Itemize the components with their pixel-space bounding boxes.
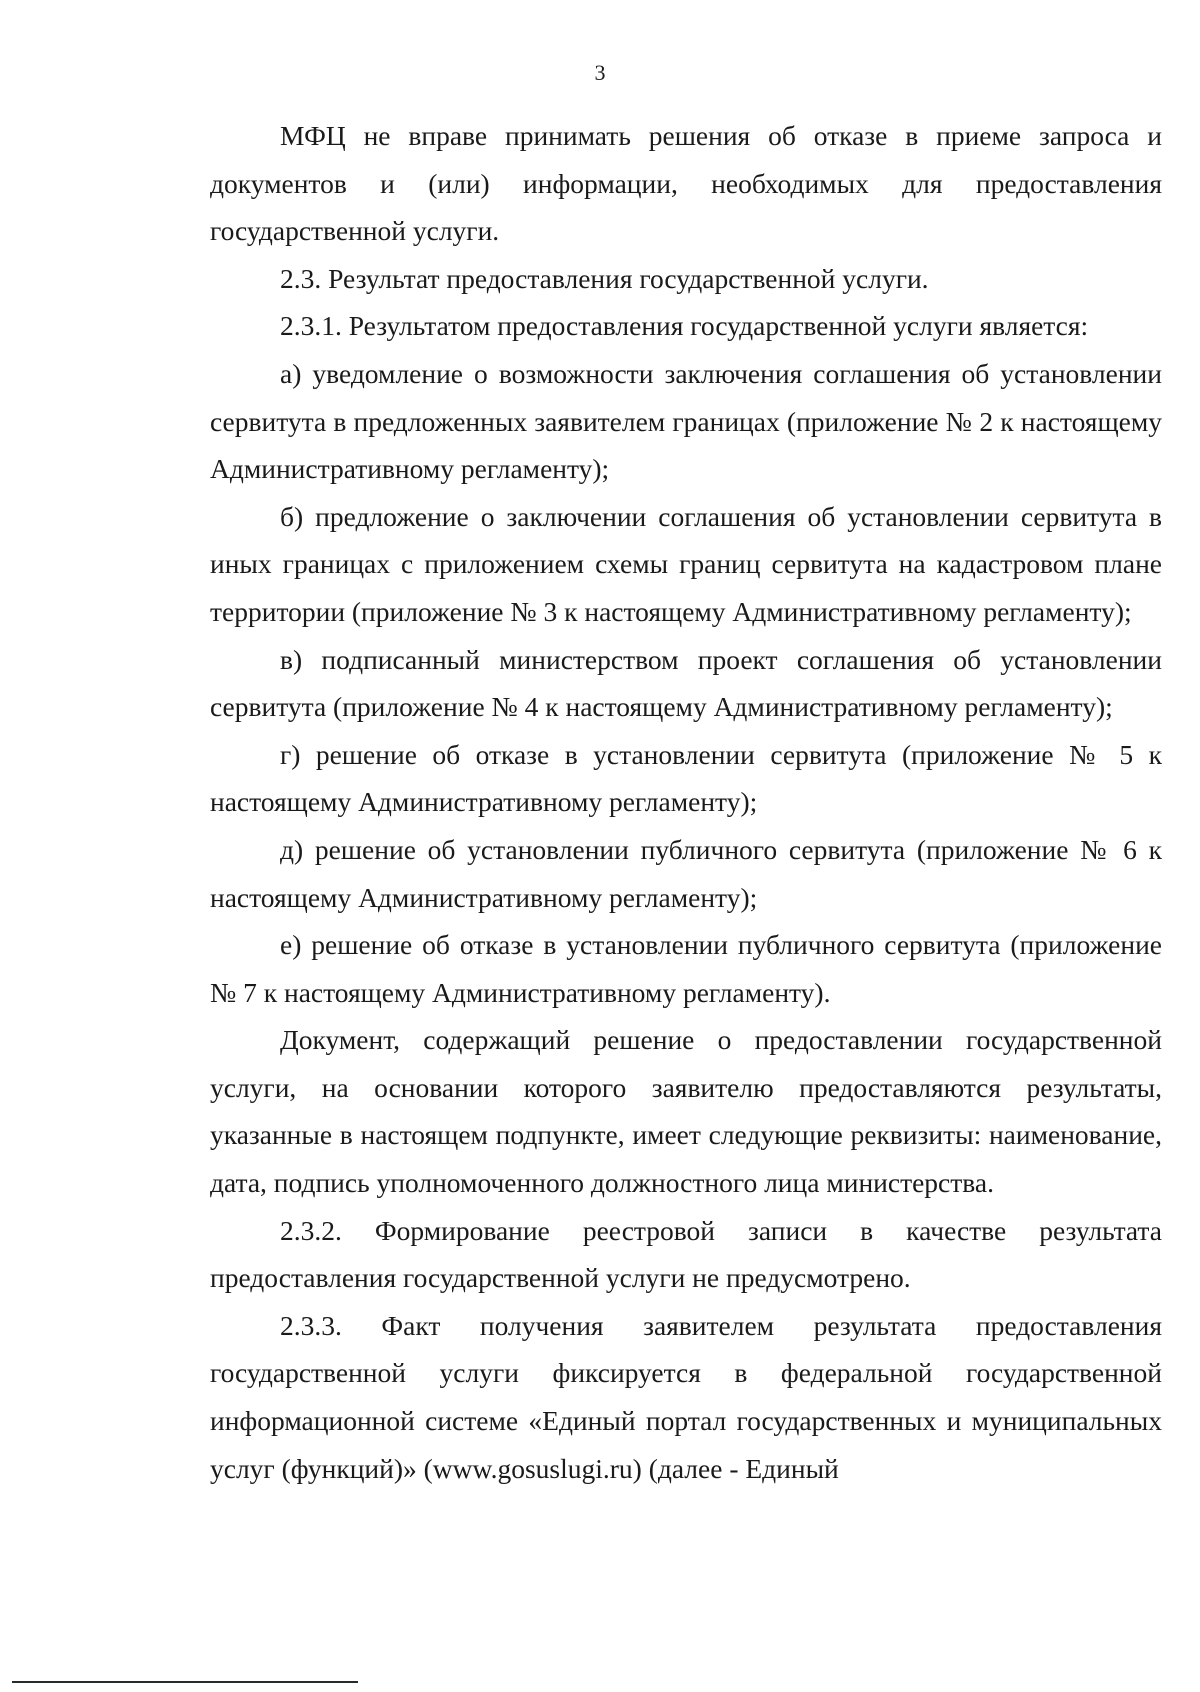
paragraph-mfc-refusal: МФЦ не вправе принимать решения об отказе в приеме запроса и документов и (или) информации, необходимых для предоставления государственной услуги.	[210, 120, 1162, 247]
list-item-b: б) предложение о заключении соглашения об установлении сервитута в иных границах с приложением схемы границ сервитута на кадастровом плане территории (приложение № 3 к настоящему Административному регламенту);	[210, 500, 1162, 627]
page-number: 3	[594, 60, 606, 85]
document-body	[210, 112, 1162, 1492]
paragraph-document-requisites: Документ, содержащий решение о предоставлении государственной услуги, на основании которого заявителю предоставляются результаты, указанные в настоящем подпункте, имеет следующие реквизиты: наименование, дата, подпись уполномоченного должностного лица министерства.	[210, 1024, 1162, 1199]
footer-rule	[12, 1681, 358, 1683]
list-item-g: г) решение об отказе в установлении сервитута (приложение № 5 к настоящему Административному регламенту);	[210, 738, 1162, 818]
paragraph-2-3-3: 2.3.3. Факт получения заявителем результата предоставления государственной услуги фиксируется в федеральной государственной информационной системе «Единый портал государственных и муниципальных услуг (функций)» (www.gosuslugi.ru) (далее - Единый	[210, 1309, 1162, 1484]
section-heading-2-3: 2.3. Результат предоставления государственной услуги.	[280, 262, 929, 294]
list-item-v: в) подписанный министерством проект соглашения об установлении сервитута (приложение № 4 к настоящему Административному регламенту);	[210, 643, 1162, 723]
list-item-a: а) уведомление о возможности заключения соглашения об установлении сервитута в предложенных заявителем границах (приложение № 2 к настоящему Административному регламенту);	[210, 357, 1162, 485]
list-item-d: д) решение об установлении публичного сервитута (приложение № 6 к настоящему Административному регламенту);	[210, 833, 1162, 913]
paragraph-2-3-2: 2.3.2. Формирование реестровой записи в качестве результата предоставления государственной услуги не предусмотрено.	[210, 1214, 1162, 1294]
list-item-e: е) решение об отказе в установлении публичного сервитута (приложение № 7 к настоящему Административному регламенту).	[210, 929, 1162, 1008]
paragraph-2-3-1: 2.3.1. Результатом предоставления государственной услуги является:	[280, 310, 1089, 342]
